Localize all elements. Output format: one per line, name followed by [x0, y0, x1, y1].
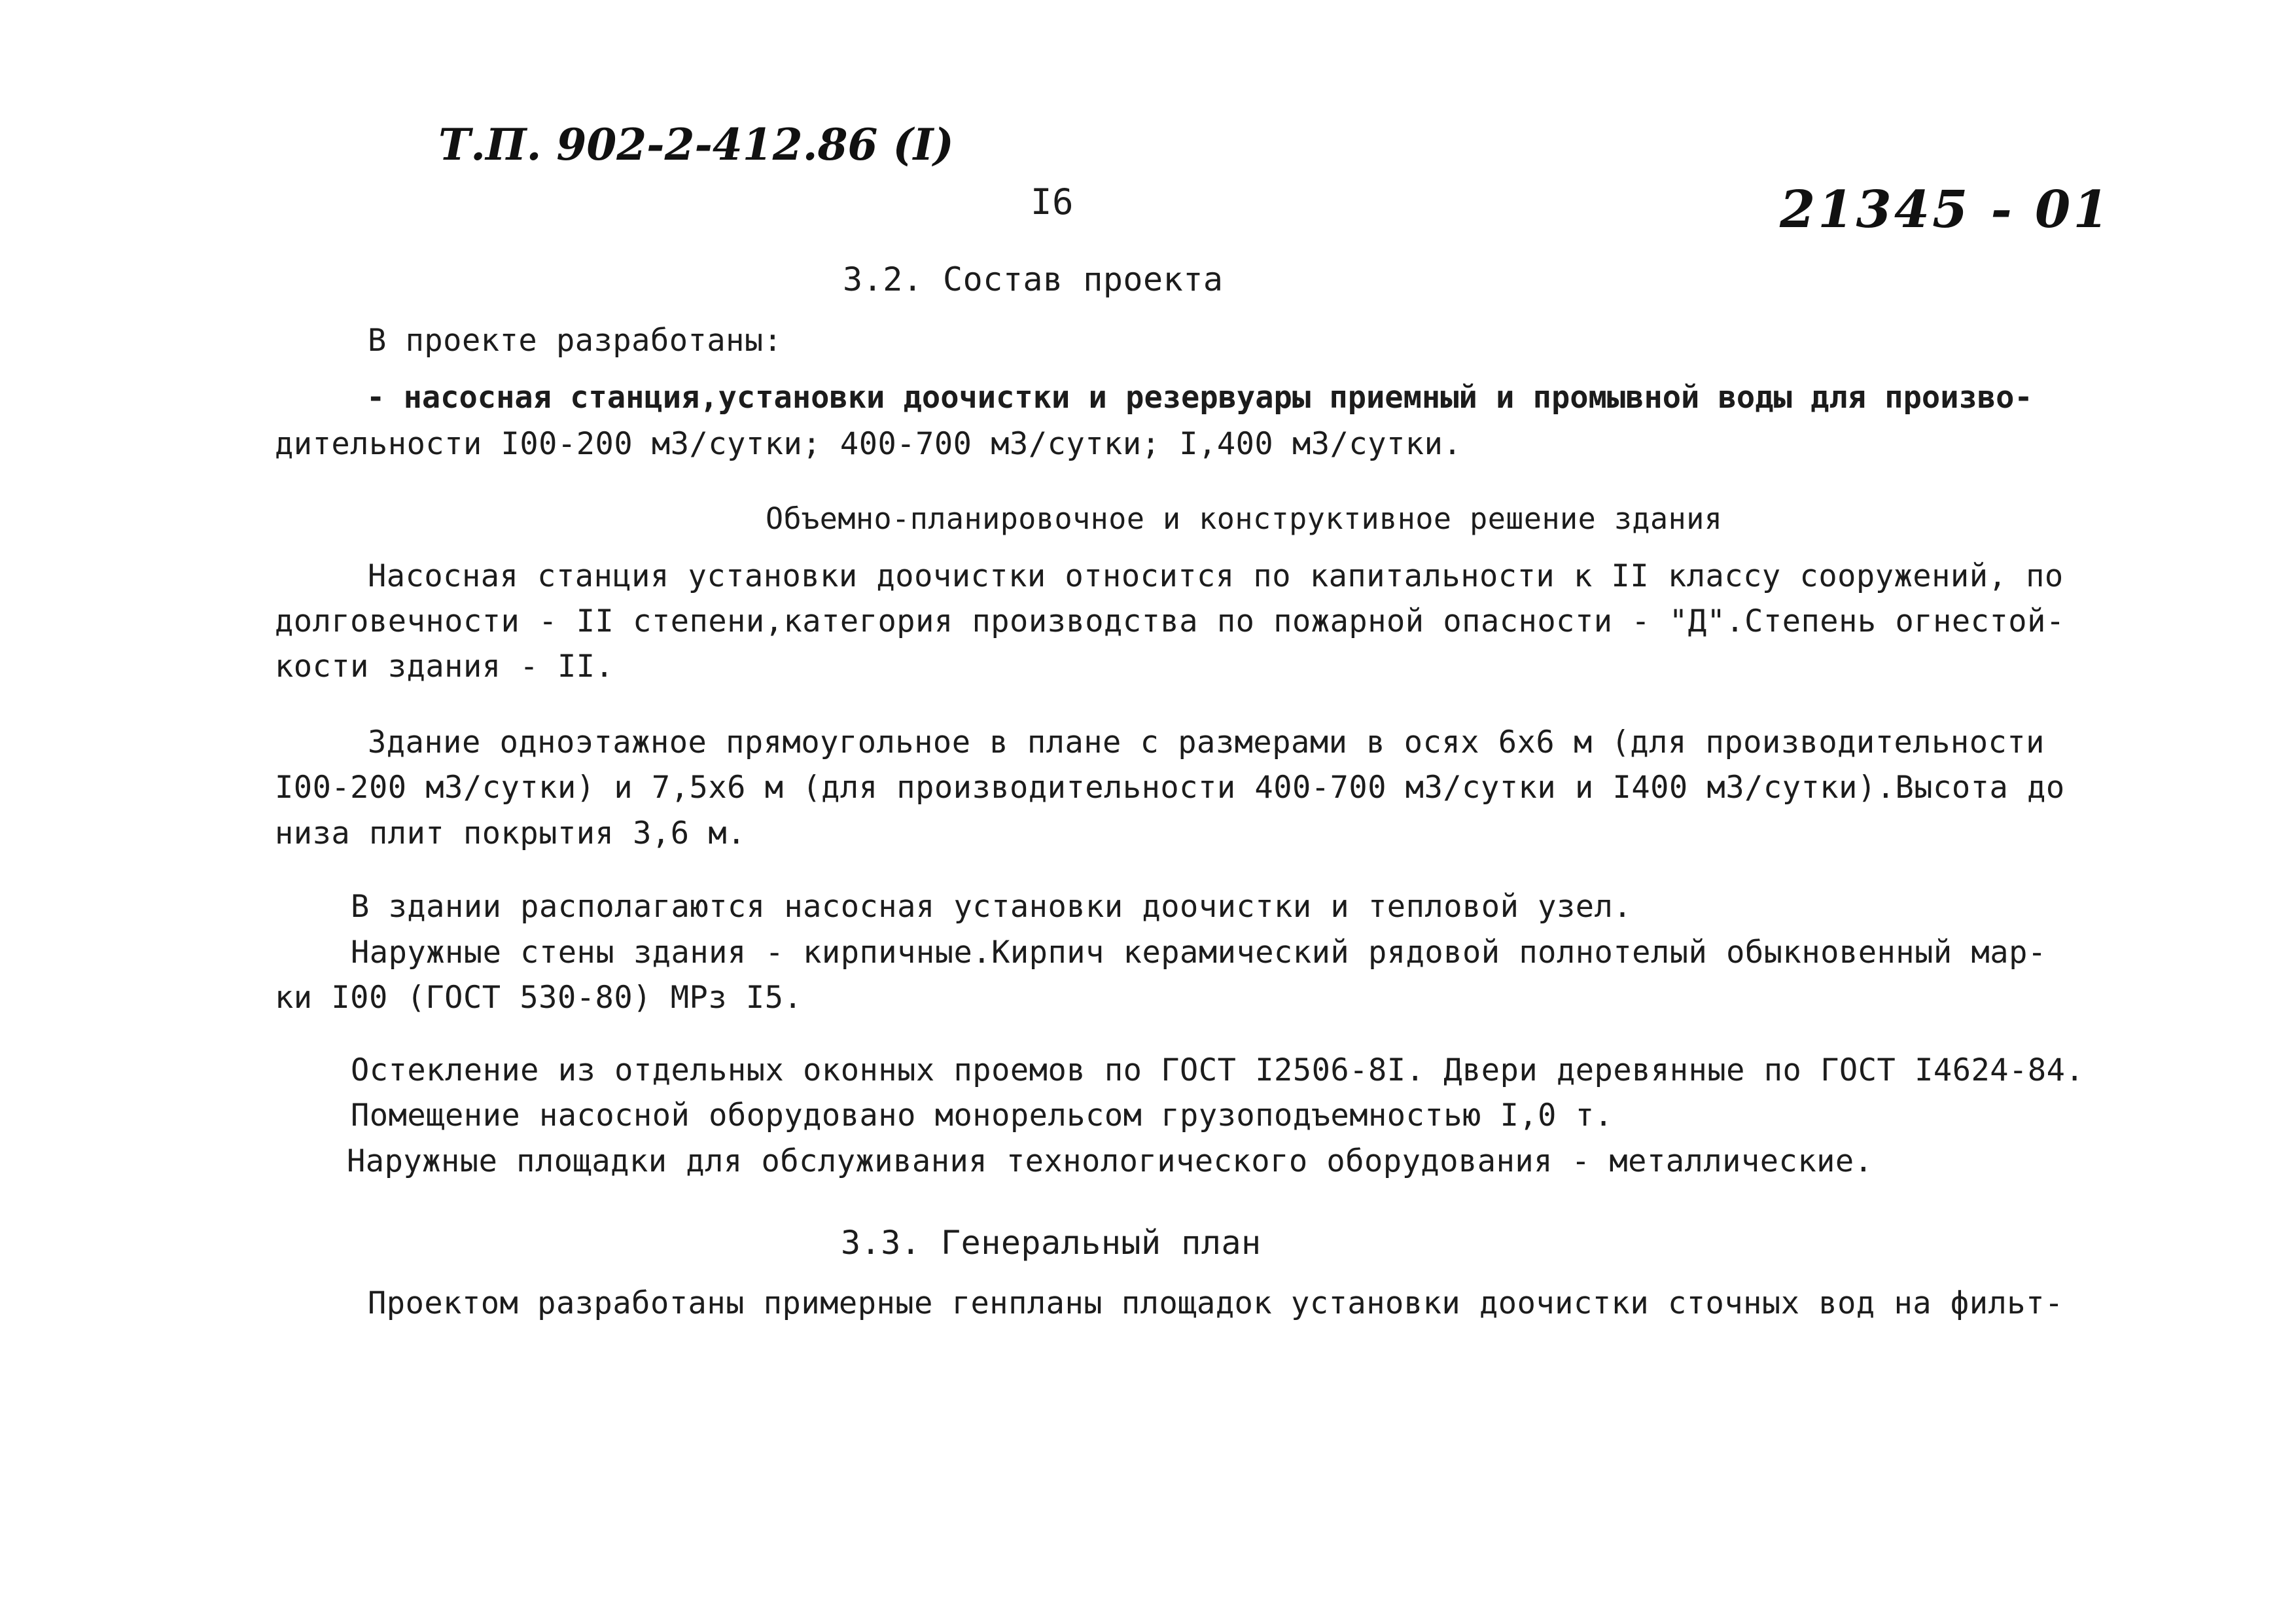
paragraph-line: ки I00 (ГОСТ 530-80) МРз I5. — [275, 980, 803, 1016]
paragraph-line: Помещение насосной оборудовано монорельсом грузоподъемностью I,0 т. — [351, 1097, 1614, 1133]
paragraph-line: Наружные площадки для обслуживания технологического оборудования - металлические. — [347, 1143, 1873, 1179]
paragraph-line: кости здания - II. — [275, 649, 614, 685]
paragraph-line: Наружные стены здания - кирпичные.Кирпич керамический рядовой полнотелый обыкновенный мар- — [351, 935, 2047, 971]
paragraph-line: низа плит покрытия 3,6 м. — [275, 815, 746, 851]
section-heading-3-3: 3.3. Генеральный план — [841, 1224, 1262, 1262]
paragraph-line: Насосная станция установки доочистки относится по капитальности к II классу сооружений, по — [368, 558, 2064, 594]
paragraph-line: I00-200 м3/сутки) и 7,5х6 м (для производительности 400-700 м3/сутки и I400 м3/сутки).Высота до — [275, 770, 2065, 806]
paragraph-line: Проектом разработаны примерные генпланы площадок установки доочистки сточных вод на фильт- — [368, 1285, 2064, 1321]
paragraph-line: В здании располагаются насосная установки доочистки и тепловой узел. — [351, 889, 1633, 925]
subsection-heading: Объемно-планировочное и конструктивное решение здания — [766, 501, 1723, 536]
paragraph-line: Остекление из отдельных оконных проемов по ГОСТ I2506-8I. Двери деревянные по ГОСТ I4624-84. — [351, 1052, 2085, 1088]
section-intro: В проекте разработаны: — [368, 323, 783, 359]
page-number: I6 — [1031, 181, 1074, 223]
doc-reference-handwritten: Т.П. 902-2-412.86 (I) — [438, 119, 954, 170]
inventory-number-handwritten: 21345 - 01 — [1780, 180, 2111, 240]
list-item-line: дительности I00-200 м3/сутки; 400-700 м3/сутки; I,400 м3/сутки. — [275, 426, 1462, 462]
list-item-line: - насосная станция,установки доочистки и резервуары приемный и промывной воды для произво- — [366, 380, 2033, 416]
paragraph-line: Здание одноэтажное прямоугольное в плане с размерами в осях 6х6 м (для производительности — [368, 724, 2045, 760]
section-heading-3-2: 3.2. Состав проекта — [843, 260, 1224, 298]
paragraph-line: долговечности - II степени,категория производства по пожарной опасности - "Д".Степень огнестой- — [275, 603, 2065, 639]
